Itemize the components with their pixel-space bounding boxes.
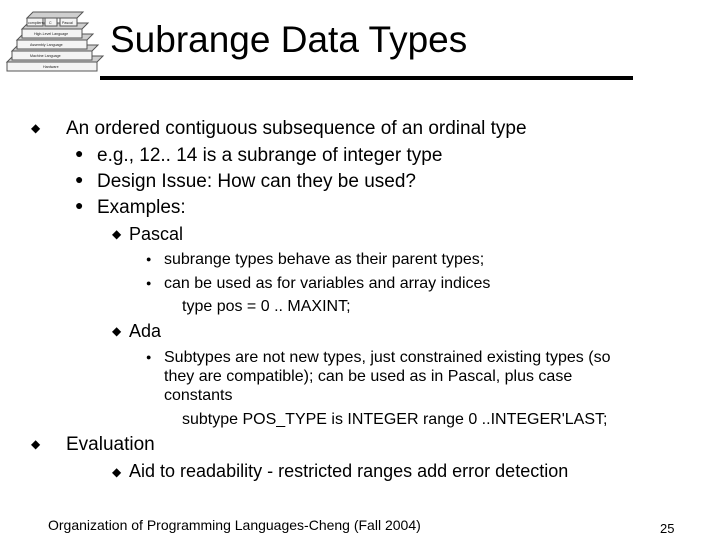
round-bullet-icon: ● [146, 254, 152, 264]
svg-text:compilers: compilers [28, 21, 44, 25]
bullet-text: Examples: [97, 197, 186, 218]
svg-text:C: C [49, 21, 52, 25]
round-bullet-icon: ● [146, 352, 152, 362]
diamond-bullet-icon: ◆ [112, 324, 122, 338]
svg-text:Hardware: Hardware [43, 65, 59, 69]
bullet-text: Pascal [129, 224, 184, 244]
round-bullet-icon: ● [75, 197, 84, 213]
svg-text:Assembly Language: Assembly Language [30, 43, 63, 47]
diamond-bullet-icon: ◆ [31, 121, 41, 135]
round-bullet-icon: ● [75, 145, 84, 161]
round-bullet-icon: ● [75, 171, 84, 187]
bullet-text: subrange types behave as their parent types; [164, 251, 485, 268]
diamond-bullet-icon: ◆ [112, 227, 122, 241]
course-logo [4, 4, 106, 76]
footer-course: Organization of Programming Languages-Cheng (Fall 2004) [48, 517, 421, 533]
code-line: subtype POS_TYPE is INTEGER range 0 ..INTEGER'LAST; [182, 411, 608, 428]
code-line: type pos = 0 .. MAXINT; [182, 298, 351, 315]
bullet-text: e.g., 12.. 14 is a subrange of integer type [97, 145, 443, 166]
diamond-bullet-icon: ◆ [31, 437, 41, 451]
svg-text:Pascal: Pascal [62, 21, 73, 25]
bullet-text: Design Issue: How can they be used? [97, 171, 416, 192]
svg-text:Machine Language: Machine Language [30, 54, 61, 58]
title-divider [100, 76, 633, 80]
bullet-text: Ada [129, 321, 162, 341]
bullet-text: Aid to readability - restricted ranges add error detection [129, 461, 569, 481]
bullet-text: they are compatible); can be used as in Pascal, plus case [164, 368, 573, 385]
bullet-text: An ordered contiguous subsequence of an ordinal type [66, 118, 527, 139]
round-bullet-icon: ● [146, 278, 152, 288]
bullet-text: Evaluation [66, 434, 155, 455]
bullet-text: Subtypes are not new types, just constrained existing types (so [164, 349, 611, 366]
bullet-text: constants [164, 387, 233, 404]
bullet-text: can be used as for variables and array indices [164, 275, 491, 292]
slide-title: Subrange Data Types [110, 19, 468, 60]
svg-text:High-Level Language: High-Level Language [34, 32, 69, 36]
diamond-bullet-icon: ◆ [112, 465, 122, 479]
page-number: 25 [660, 521, 675, 536]
